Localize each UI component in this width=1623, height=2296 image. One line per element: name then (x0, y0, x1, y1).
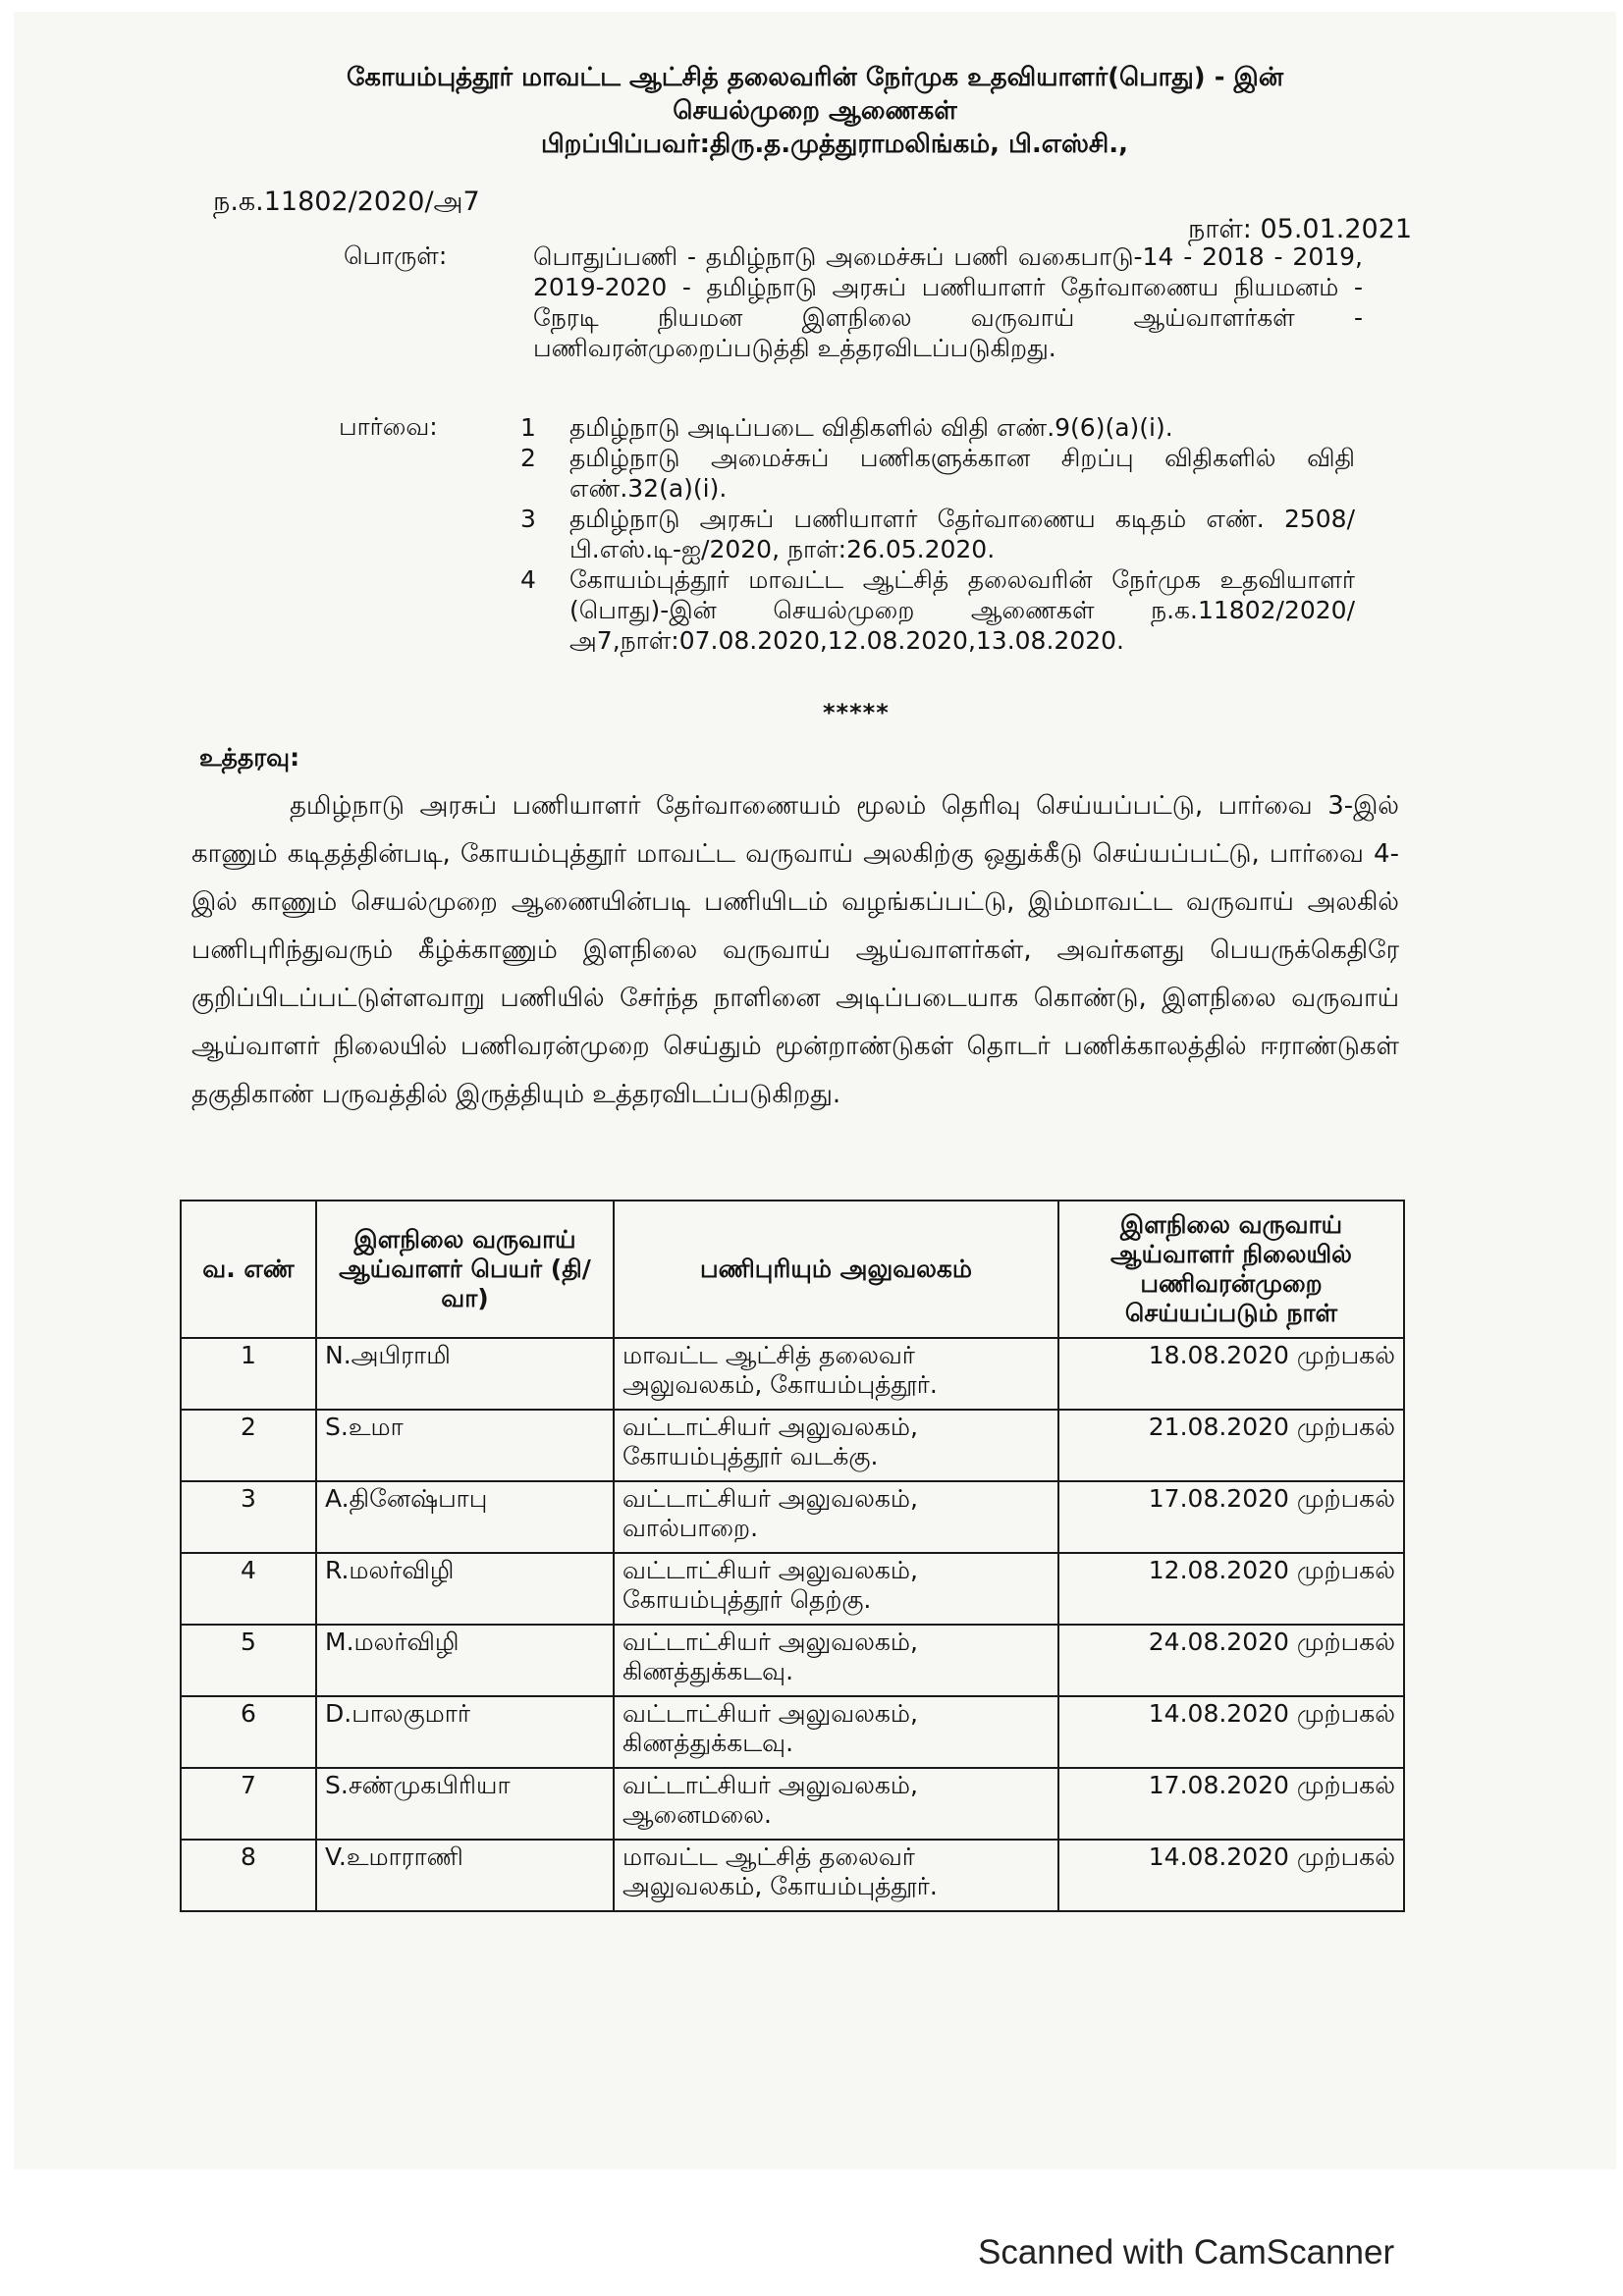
references-list (520, 412, 1355, 656)
cell-office (614, 1481, 1058, 1553)
table-row (181, 1553, 1404, 1625)
cell-office (614, 1338, 1058, 1410)
table-row (181, 1410, 1404, 1481)
table-row (181, 1338, 1404, 1410)
cell-date: 14.08.2020 முற்பகல் (1058, 1696, 1404, 1768)
header-regularisation-date: இளநிலை வருவாய் ஆய்வாளர் நிலையில் பணிவரன்முறை செய்யப்படும் நாள் (1058, 1201, 1404, 1338)
header-serial-no: வ. எண் (181, 1201, 316, 1338)
office-line-1: மாவட்ட ஆட்சித் தலைவர் (622, 1341, 915, 1369)
reference-number-3: 3 (520, 505, 536, 533)
office-line-1: மாவட்ட ஆட்சித் தலைவர் (622, 1842, 915, 1871)
cell-office (614, 1553, 1058, 1625)
cell-date: 21.08.2020 முற்பகல் (1058, 1410, 1404, 1481)
cell-date: 17.08.2020 முற்பகல் (1058, 1481, 1404, 1553)
cell-name: S.சண்முகபிரியா (316, 1768, 614, 1840)
reference-item (520, 443, 1355, 504)
office-line-2: அலுவலகம், கோயம்புத்தூர். (622, 1370, 938, 1399)
cell-date: 12.08.2020 முற்பகல் (1058, 1553, 1404, 1625)
reference-number-2: 2 (520, 444, 536, 472)
reference-item (520, 504, 1355, 564)
office-line-1: வட்டாட்சியர் அலுவலகம், (622, 1556, 918, 1584)
office-line-2: வால்பாறை. (622, 1514, 759, 1542)
order-heading: உத்தரவு: (199, 743, 300, 772)
cell-name: V.உமாராணி (316, 1840, 614, 1911)
cell-date: 24.08.2020 முற்பகல் (1058, 1625, 1404, 1696)
section-separator: ***** (823, 699, 890, 726)
table-row (181, 1768, 1404, 1840)
cell-name: R.மலர்விழி (316, 1553, 614, 1625)
reference-text-4: கோயம்புத்தூர் மாவட்ட ஆட்சித் தலைவரின் நேர்முக உதவியாளர் (பொது)-இன் செயல்முறை ஆணைகள் ந.க.11802/2020/அ7,நாள்:07.08.2020,12.08.2020,13.08.2020. (569, 565, 1355, 655)
reference-number-1: 1 (520, 413, 536, 442)
table-row (181, 1625, 1404, 1696)
subject-label: பொருள்: (344, 241, 448, 270)
table-row (181, 1481, 1404, 1553)
document-date: நாள்: 05.01.2021 (1188, 214, 1413, 244)
cell-office (614, 1696, 1058, 1768)
reference-item (520, 412, 1355, 443)
office-line-2: கிணத்துக்கடவு. (622, 1657, 794, 1685)
cell-office (614, 1410, 1058, 1481)
office-line-1: வட்டாட்சியர் அலுவலகம், (622, 1771, 918, 1799)
office-line-2: ஆனைமலை. (622, 1800, 772, 1829)
office-line-1: வட்டாட்சியர் அலுவலகம், (622, 1413, 918, 1441)
office-line-2: கிணத்துக்கடவு. (622, 1729, 794, 1757)
cell-date: 17.08.2020 முற்பகல் (1058, 1768, 1404, 1840)
reference-text-3: தமிழ்நாடு அரசுப் பணியாளர் தேர்வாணைய கடிதம் எண். 2508/பி.எஸ்.டி-ஐ/2020, நாள்:26.05.2020. (569, 505, 1355, 563)
cell-serial-no: 3 (181, 1481, 316, 1553)
cell-name: M.மலர்விழி (316, 1625, 614, 1696)
cell-serial-no: 5 (181, 1625, 316, 1696)
cell-name: N.அபிராமி (316, 1338, 614, 1410)
cell-office (614, 1768, 1058, 1840)
staff-table (180, 1200, 1405, 1912)
cell-name: D.பாலகுமார் (316, 1696, 614, 1768)
cell-date: 14.08.2020 முற்பகல் (1058, 1840, 1404, 1911)
office-line-2: கோயம்புத்தூர் வடக்கு. (622, 1442, 879, 1470)
office-line-1: வட்டாட்சியர் அலுவலகம், (622, 1484, 918, 1513)
reference-number-4: 4 (520, 565, 536, 594)
cell-date: 18.08.2020 முற்பகல் (1058, 1338, 1404, 1410)
document-header (196, 61, 1434, 161)
header-office: பணிபுரியும் அலுவலகம் (614, 1201, 1058, 1338)
cell-name: A.தினேஷ்பாபு (316, 1481, 614, 1553)
header-name: இளநிலை வருவாய் ஆய்வாளர் பெயர் (தி/வா) (316, 1201, 614, 1338)
table-header-row (181, 1201, 1404, 1338)
table-row (181, 1840, 1404, 1911)
cell-serial-no: 7 (181, 1768, 316, 1840)
references-label: பார்வை: (339, 412, 438, 441)
cell-serial-no: 1 (181, 1338, 316, 1410)
cell-name: S.உமா (316, 1410, 614, 1481)
cell-office (614, 1625, 1058, 1696)
reference-number: ந.க.11802/2020/அ7 (213, 187, 480, 217)
cell-serial-no: 4 (181, 1553, 316, 1625)
header-line-2: செயல்முறை ஆணைகள் (673, 96, 957, 126)
table-row (181, 1696, 1404, 1768)
subject-text: பொதுப்பணி - தமிழ்நாடு அமைச்சுப் பணி வகைபாடு-14 - 2018 - 2019, 2019-2020 - தமிழ்நாடு அரசுப் பணியாளர் தேர்வாணைய நியமனம் - நேரடி நியமன இளநிலை வருவாய் ஆய்வாளர்கள் - பணிவரன்முறைப்படுத்தி உத்தரவிடப்படுகிறது. (533, 242, 1363, 362)
cell-serial-no: 2 (181, 1410, 316, 1481)
office-line-2: கோயம்புத்தூர் தெற்கு. (622, 1585, 872, 1614)
header-issuer: பிறப்பிப்பவர்:திரு.த.முத்துராமலிங்கம், பி.எஸ்சி., (540, 130, 1129, 159)
office-line-1: வட்டாட்சியர் அலுவலகம், (622, 1699, 918, 1728)
cell-serial-no: 6 (181, 1696, 316, 1768)
scanner-watermark: Scanned with CamScanner (978, 2233, 1395, 2271)
cell-office (614, 1840, 1058, 1911)
office-line-2: அலுவலகம், கோயம்புத்தூர். (622, 1872, 938, 1900)
cell-serial-no: 8 (181, 1840, 316, 1911)
header-line-1: கோயம்புத்தூர் மாவட்ட ஆட்சித் தலைவரின் நேர்முக உதவியாளர்(பொது) - இன் (346, 63, 1284, 92)
reference-text-2: தமிழ்நாடு அமைச்சுப் பணிகளுக்கான சிறப்பு விதிகளில் விதி எண்.32(a)(i). (569, 444, 1355, 503)
office-line-1: வட்டாட்சியர் அலுவலகம், (622, 1628, 918, 1656)
order-body: தமிழ்நாடு அரசுப் பணியாளர் தேர்வாணையம் மூலம் தெரிவு செய்யப்பட்டு, பார்வை 3-இல் காணும் கடிதத்தின்படி, கோயம்புத்தூர் மாவட்ட வருவாய் அலகிற்கு ஒதுக்கீடு செய்யப்பட்டு, பார்வை 4-இல் காணும் செயல்முறை ஆணையின்படி பணியிடம் வழங்கப்பட்டு, இம்மாவட்ட வருவாய் அலகில் பணிபுரிந்துவரும் கீழ்க்காணும் இளநிலை வருவாய் ஆய்வாளர்கள், அவர்களது பெயருக்கெதிரே குறிப்பிடப்பட்டுள்ளவாறு பணியில் சேர்ந்த நாளினை அடிப்படையாக கொண்டு, இளநிலை வருவாய் ஆய்வாளர் நிலையில் பணிவரன்முறை செய்தும் மூன்றாண்டுகள் தொடர் பணிக்காலத்தில் ஈராண்டுகள் தகுதிகாண் பருவத்தில் இருத்தியும் உத்தரவிடப்படுகிறது. (191, 791, 1399, 1109)
reference-text-1: தமிழ்நாடு அடிப்படை விதிகளில் விதி எண்.9(6)(a)(i). (569, 413, 1173, 442)
reference-item (520, 564, 1355, 656)
